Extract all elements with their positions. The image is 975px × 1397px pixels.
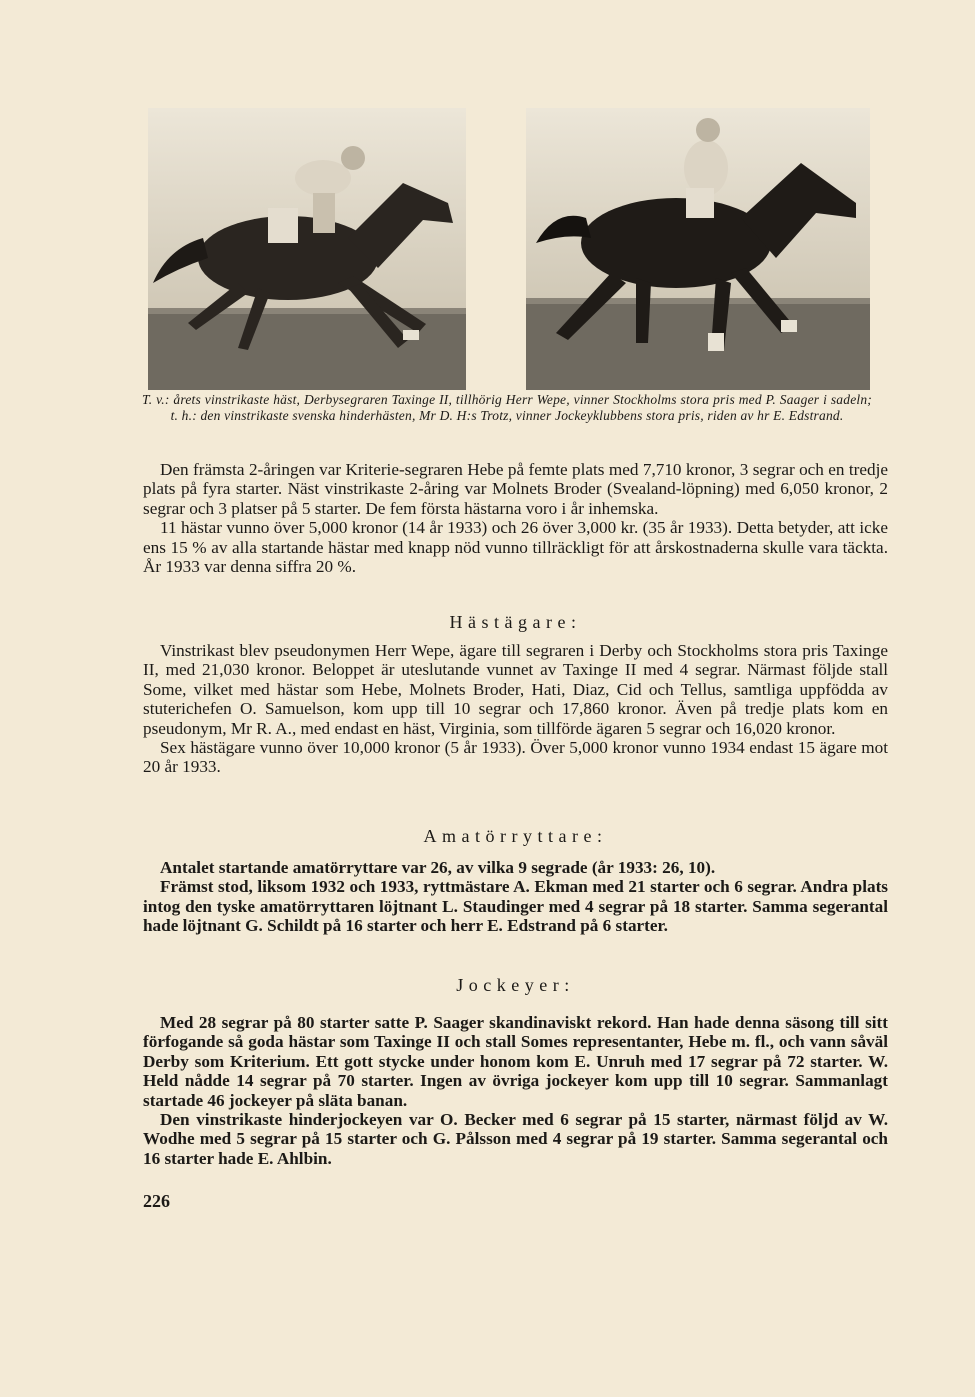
jockeyer-paragraph-2: Den vinstrikaste hinderjockeyen var O. Becker med 6 segrar på 15 starter, närmast följd av W. Wodhe med 5 segrar på 15 starter och G. Pålsson med 4 segrar på 19 starter. Samma segerantal och 16 starter hade E. Ahlbin. <box>143 1110 888 1168</box>
hastagare-paragraph-1: Vinstrikast blev pseudonymen Herr Wepe, ägare till segraren i Derby och Stockholms stora pris Taxinge II, med 21,030 kronor. Beloppet är uteslutande vunnet av Taxinge II med 4 segrar. Närmast följde stall Some, vilket med hästar som Hebe, Molnets Broder, Hati, Diaz, Cid och Tellus, samtliga uppfödda av stuterichefen O. Samuelson, kom upp till 10 segrar och 17,860 kronor. Även på tredje plats kom en pseudonym, Mr R. A., med endast en häst, Virginia, som tillförde ägaren 5 segrar och 16,020 kronor. <box>143 641 888 738</box>
racehorse-photo-left <box>148 108 466 390</box>
photo-caption: T. v.: årets vinstrikaste häst, Derbysegraren Taxinge II, tillhörig Herr Wepe, vinner Stockholms stora pris med P. Saager i sadeln; t. h.: den vinstrikaste svenska hinderhästen, Mr D. H:s Trotz, vinner Jockeyklubbens stora pris, riden av hr E. Edstrand. <box>142 392 872 423</box>
intro-text <box>143 460 888 576</box>
amatorryttare-paragraph-2: Främst stod, liksom 1932 och 1933, ryttmästare A. Ekman med 21 starter och 6 segrar. Andra plats intog den tyske amatörryttaren löjtnant L. Staudinger med 4 segrar på 18 starter. Samma segerantal hade löjtnant G. Schildt på 16 starter och herr E. Edstrand på 6 starter. <box>143 877 888 936</box>
photo-trotz <box>526 108 870 390</box>
heading-amatorryttare: Amatörryttare: <box>423 826 608 846</box>
intro-paragraph-1: Den främsta 2-åringen var Kriterie-segraren Hebe på femte plats med 7,710 kronor, 3 segrar och en tredje plats på fyra starter. Näst vinstrikaste 2-åring var Molnets Broder (Svealand-löpning) med 6,050 kronor, 2 segrar och 3 platser på 5 starter. De fem första hästarna voro i år inhemska. <box>143 460 888 518</box>
intro-paragraph-2: 11 hästar vunno över 5,000 kronor (14 år 1933) och 26 över 3,000 kr. (35 år 1933). Detta betyder, att icke ens 15 % av alla startande hästar med knapp nöd vunno tillräckligt för att årskostnaderna skulle vara täckta. År 1933 var denna siffra 20 %. <box>143 518 888 577</box>
page-number: 226 <box>143 1191 170 1211</box>
photo-taxinge-ii <box>148 108 466 390</box>
heading-jockeyer: Jockeyer: <box>456 975 575 995</box>
racehorse-photo-right <box>526 108 870 390</box>
hastagare-text <box>143 641 888 777</box>
heading-hastagare: Hästägare: <box>449 612 582 632</box>
jockeyer-text <box>143 1013 888 1168</box>
amatorryttare-text <box>143 858 888 936</box>
hastagare-paragraph-2: Sex hästägare vunno över 10,000 kronor (5 år 1933). Över 5,000 kronor vunno 1934 endast 15 ägare mot 20 år 1933. <box>143 738 888 777</box>
photographs <box>148 108 870 390</box>
jockeyer-paragraph-1: Med 28 segrar på 80 starter satte P. Saager skandinaviskt rekord. Han hade denna säsong till sitt förfogande så goda hästar som Taxinge II och stall Somes representanter, Hebe m. fl., och vann såväl Derby som Kriterium. Ett gott stycke under honom kom E. Unruh med 17 segrar på 72 starter. W. Held nådde 14 segrar på 70 starter. Ingen av övriga jockeyer kom upp till 10 segrar. Sammanlagt startade 46 jockeyer på släta banan. <box>143 1013 888 1110</box>
amatorryttare-paragraph-1: Antalet startande amatörryttare var 26, av vilka 9 segrade (år 1933: 26, 10). <box>160 858 716 877</box>
